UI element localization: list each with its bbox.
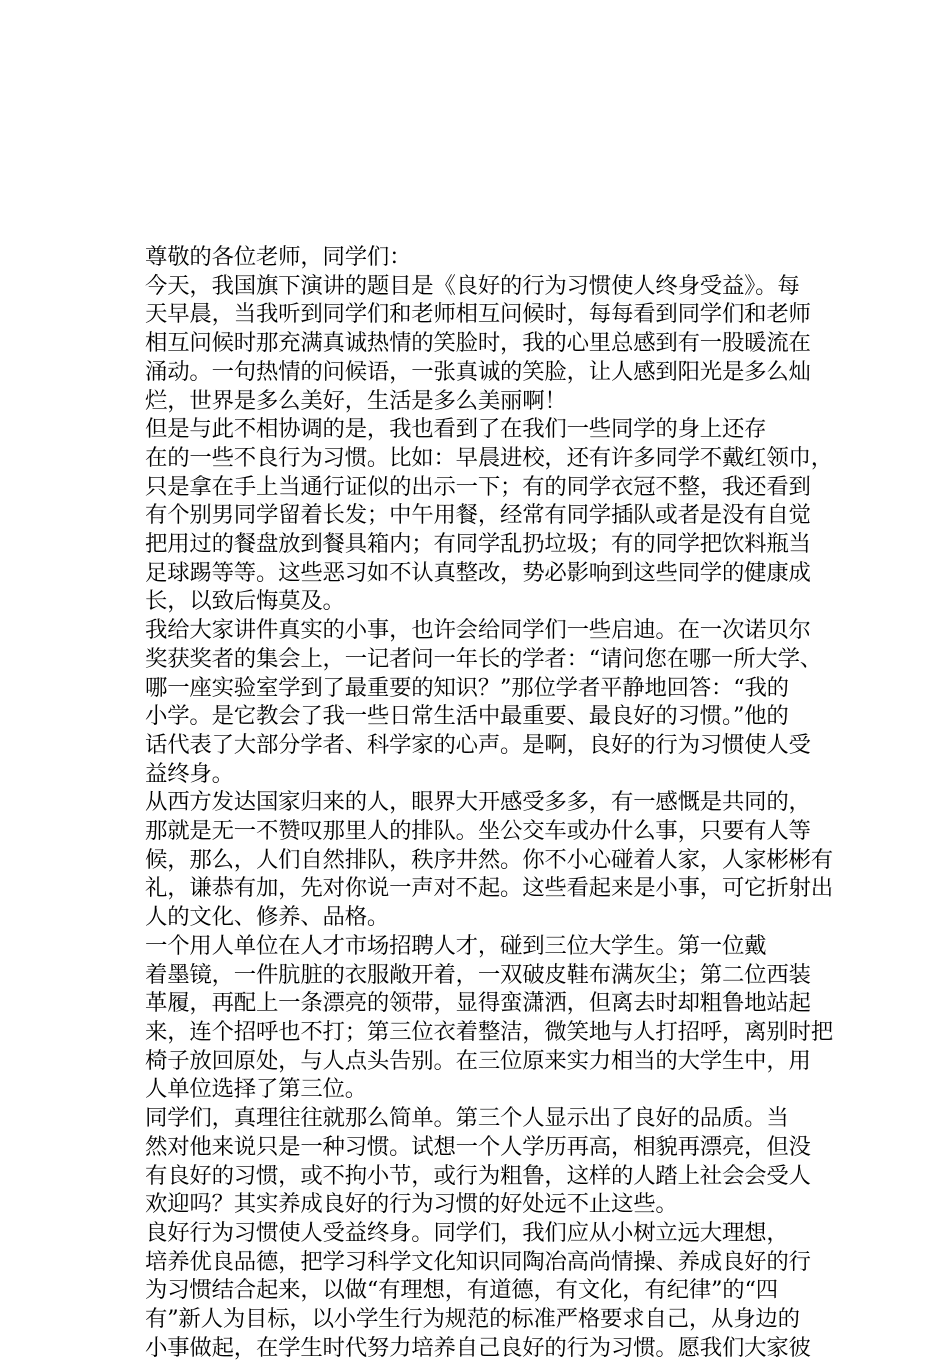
paragraph xyxy=(145,1219,815,1362)
text-line: 有”新人为目标，以小学生行为规范的标准严格要求自己，从身边的 xyxy=(145,1306,800,1333)
text-line: 尊敬的各位老师，同学们： xyxy=(145,244,412,270)
text-line: 奖获奖者的集会上，一记者问一年长的学者：“请问您在哪一所大学、 xyxy=(145,645,822,672)
text-line: 我给大家讲件真实的小事，也许会给同学们一些启迪。在一次诺贝尔 xyxy=(145,617,811,644)
text-line: 来，连个招呼也不打；第三位衣着整洁，微笑地与人打招呼，离别时把 xyxy=(145,1018,833,1045)
text-line: 椅子放回原处，与人点头告别。在三位原来实力相当的大学生中，用 xyxy=(145,1047,811,1074)
text-line: 益终身。 xyxy=(145,760,234,787)
text-line: 只是拿在手上当通行证似的出示一下；有的同学衣冠不整，我还看到 xyxy=(145,473,811,500)
paragraph xyxy=(145,932,833,1104)
paragraph xyxy=(145,243,815,272)
text-line: 涌动。一句热情的问候语，一张真诚的笑脸，让人感到阳光是多么灿 xyxy=(145,358,811,385)
text-line: 人的文化、修养、品格。 xyxy=(145,904,390,931)
text-line: 礼，谦恭有加，先对你说一声对不起。这些看起来是小事，可它折射出 xyxy=(145,875,833,902)
text-line: 然对他来说只是一种习惯。试想一个人学历再高，相貌再漂亮，但没 xyxy=(145,1133,811,1160)
text-line: 但是与此不相协调的是，我也看到了在我们一些同学的身上还存 xyxy=(145,416,767,443)
text-line: 一个用人单位在人才市场招聘人才，碰到三位大学生。第一位戴 xyxy=(145,932,767,959)
text-line: 烂，世界是多么美好，生活是多么美丽啊！ xyxy=(145,387,567,414)
text-line: 革履，再配上一条漂亮的领带，显得蛮潇洒，但离去时却粗鲁地站起 xyxy=(145,990,811,1017)
text-line: 为习惯结合起来，以做“有理想，有道德，有文化，有纪律”的“四 xyxy=(145,1277,778,1304)
text-line: 着墨镜，一件肮脏的衣服敞开着，一双破皮鞋布满灰尘；第二位西装 xyxy=(145,961,811,988)
paragraph xyxy=(145,788,833,932)
text-line: 小事做起，在学生时代努力培养自己良好的行为习惯。愿我们大家彼 xyxy=(145,1334,811,1361)
text-line: 培养优良品德，把学习科学文化知识同陶冶高尚情操、养成良好的行 xyxy=(145,1248,811,1275)
text-line: 候，那么，人们自然排队，秩序井然。你不小心碰着人家，人家彬彬有 xyxy=(145,846,833,873)
text-line: 天早晨，当我听到同学们和老师相互问候时，每每看到同学们和老师 xyxy=(145,301,811,328)
text-line: 话代表了大部分学者、科学家的心声。是啊，良好的行为习惯使人受 xyxy=(145,731,811,758)
text-line: 长，以致后悔莫及。 xyxy=(145,588,345,615)
text-line: 那就是无一不赞叹那里人的排队。坐公交车或办什么事，只要有人等 xyxy=(145,818,811,845)
text-line: 从西方发达国家归来的人，眼界大开感受多多，有一感慨是共同的， xyxy=(145,789,811,816)
paragraph xyxy=(145,1104,815,1219)
text-line: 相互问候时那充满真诚热情的笑脸时，我的心里总感到有一股暖流在 xyxy=(145,330,811,357)
text-line: 把用过的餐盘放到餐具箱内；有同学乱扔垃圾；有的同学把饮料瓶当 xyxy=(145,531,811,558)
text-line: 今天，我国旗下演讲的题目是《良好的行为习惯使人终身受益》。每 xyxy=(145,272,800,299)
text-line: 足球踢等等。这些恶习如不认真整改，势必影响到这些同学的健康成 xyxy=(145,559,811,586)
text-line: 人单位选择了第三位。 xyxy=(145,1076,367,1103)
text-line: 哪一座实验室学到了最重要的知识？”那位学者平静地回答：“我的 xyxy=(145,674,789,701)
paragraph xyxy=(145,272,815,416)
text-line: 小学。是它教会了我一些日常生活中最重要、最良好的习惯。”他的 xyxy=(145,703,789,730)
text-line: 同学们，真理往往就那么简单。第三个人显示出了良好的品质。当 xyxy=(145,1105,789,1132)
paragraph xyxy=(145,415,833,616)
text-line: 有良好的习惯，或不拘小节，或行为粗鲁，这样的人踏上社会会受人 xyxy=(145,1162,811,1189)
text-line: 在的一些不良行为习惯。比如：早晨进校，还有许多同学不戴红领巾， xyxy=(145,444,833,471)
text-line: 有个别男同学留着长发；中午用餐，经常有同学插队或者是没有自觉 xyxy=(145,502,811,529)
paragraph xyxy=(145,616,822,788)
speech-text-body xyxy=(145,243,833,1362)
text-line: 良好行为习惯使人受益终身。同学们，我们应从小树立远大理想， xyxy=(145,1219,789,1246)
text-line: 欢迎吗？其实养成良好的行为习惯的好处远不止这些。 xyxy=(145,1191,678,1218)
